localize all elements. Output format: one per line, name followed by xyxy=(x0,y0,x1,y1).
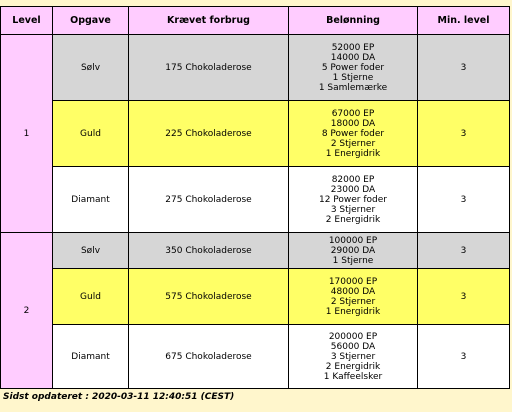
reward-line: 14000 DA xyxy=(330,52,376,63)
reward-line: 200000 EP xyxy=(328,331,378,342)
reward-line: 8 Power foder xyxy=(321,128,385,139)
reward-line: 12 Power foder xyxy=(318,194,387,205)
opgave-cell: Diamant xyxy=(53,325,129,389)
reward-line: 18000 DA xyxy=(330,118,376,129)
reward-line: 1 Kaffeelsker xyxy=(323,371,383,382)
forbrug-cell: 675 Chokoladerose xyxy=(129,325,289,389)
reward-line: 170000 EP xyxy=(328,276,378,287)
opgave-cell: Sølv xyxy=(53,233,129,269)
reward-line: 5 Power foder xyxy=(321,62,385,73)
reward-line: 67000 EP xyxy=(331,108,375,119)
header-beloenning: Belønning xyxy=(289,7,418,35)
reward-cell xyxy=(289,233,418,269)
reward-line: 1 Energidrik xyxy=(325,148,381,159)
reward-line: 2 Energidrik xyxy=(325,214,381,225)
reward-line: 2 Stjerner xyxy=(330,138,376,149)
table-row xyxy=(1,233,510,269)
forbrug-cell: 175 Chokoladerose xyxy=(129,35,289,101)
table-row xyxy=(1,35,510,101)
opgave-cell: Guld xyxy=(53,101,129,167)
header-row xyxy=(1,7,510,35)
table-row xyxy=(1,269,510,325)
min-level-cell: 3 xyxy=(418,233,510,269)
reward-cell xyxy=(289,101,418,167)
reward-line: 3 Stjerner xyxy=(330,351,376,362)
rewards-table xyxy=(0,6,510,389)
reward-line: 23000 DA xyxy=(330,184,376,195)
reward-line: 100000 EP xyxy=(328,235,378,246)
reward-line: 56000 DA xyxy=(330,341,376,352)
reward-line: 82000 EP xyxy=(331,174,375,185)
reward-line: 3 Stjerner xyxy=(330,204,376,215)
reward-cell xyxy=(289,269,418,325)
reward-line: 1 Stjerne xyxy=(332,255,374,266)
min-level-cell: 3 xyxy=(418,101,510,167)
forbrug-cell: 275 Chokoladerose xyxy=(129,167,289,233)
header-level: Level xyxy=(1,7,53,35)
reward-cell xyxy=(289,35,418,101)
reward-line: 29000 DA xyxy=(330,245,376,256)
table-row xyxy=(1,167,510,233)
opgave-cell: Sølv xyxy=(53,35,129,101)
reward-line: 2 Stjerner xyxy=(330,296,376,307)
reward-line: 2 Energidrik xyxy=(325,361,381,372)
min-level-cell: 3 xyxy=(418,167,510,233)
forbrug-cell: 350 Chokoladerose xyxy=(129,233,289,269)
table-row xyxy=(1,325,510,389)
reward-line: 1 Energidrik xyxy=(325,306,381,317)
header-opgave: Opgave xyxy=(53,7,129,35)
table-row xyxy=(1,101,510,167)
header-forbrug: Krævet forbrug xyxy=(129,7,289,35)
forbrug-cell: 225 Chokoladerose xyxy=(129,101,289,167)
level-cell: 1 xyxy=(1,35,53,233)
reward-cell xyxy=(289,325,418,389)
reward-cell xyxy=(289,167,418,233)
min-level-cell: 3 xyxy=(418,325,510,389)
opgave-cell: Guld xyxy=(53,269,129,325)
header-min-level: Min. level xyxy=(418,7,510,35)
reward-line: 1 Stjerne xyxy=(332,72,374,83)
last-updated-text: Sidst opdateret : 2020-03-11 12:40:51 (CEST) xyxy=(3,392,235,402)
forbrug-cell: 575 Chokoladerose xyxy=(129,269,289,325)
min-level-cell: 3 xyxy=(418,35,510,101)
reward-line: 48000 DA xyxy=(330,286,376,297)
opgave-cell: Diamant xyxy=(53,167,129,233)
level-cell: 2 xyxy=(1,233,53,389)
reward-line: 1 Samlemærke xyxy=(318,82,388,93)
min-level-cell: 3 xyxy=(418,269,510,325)
reward-line: 52000 EP xyxy=(331,42,375,53)
